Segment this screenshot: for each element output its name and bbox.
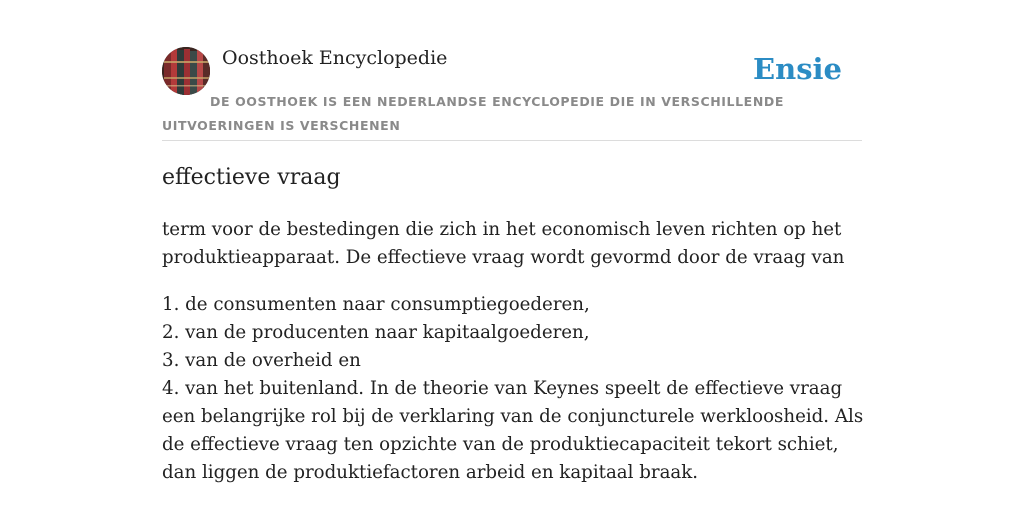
list-item: 1. de consumenten naar consumptiegoederen, [162,294,590,315]
book-spines-icon [162,47,210,95]
avatar[interactable] [162,47,210,95]
site-header [162,46,862,141]
site-tagline: DE OOSTHOEK IS EEN NEDERLANDSE ENCYCLOPEDIE DIE IN VERSCHILLENDE UITVOERINGEN IS VERSCHENEN [162,94,784,133]
list-item: 4. van het buitenland. In de theorie van Keynes speelt de effectieve vraag een belangrijke rol bij de verklaring van de conjuncturele werkloosheid. Als de effectieve vraag ten opzichte van de produktiecapaciteit tekort schiet, dan liggen de produktiefactoren arbeid en kapitaal braak. [162,378,864,483]
entry-intro: term voor de bestedingen die zich in het economisch leven richten op het produktieapparaat. De effectieve vraag wordt gevormd door de vraag van [162,219,845,268]
list-item: 3. van de overheid en [162,350,361,371]
page-title: effectieve vraag [162,165,341,190]
entry-body [162,216,872,506]
list-item: 2. van de producenten naar kapitaalgoederen, [162,322,590,343]
site-title[interactable]: Oosthoek Encyclopedie [222,47,448,69]
brand-logo[interactable]: Ensie [753,52,842,86]
entry-list [162,291,872,487]
